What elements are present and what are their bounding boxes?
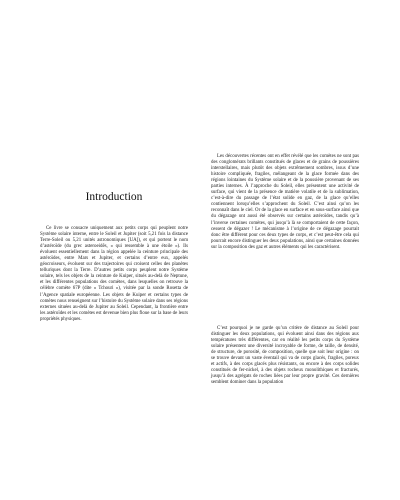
body-paragraph-1: Les découvertes récentes ont en effet révélé que les comètes ne sont pas des conglomérats brillants constitués de glaces et de grains de poussières interstellaires, mais plutôt des objets extrêmement sombres, issus d’une histoire compliquée, fragiles, mélangeant de la glace formée dans des régions lointaines du Système solaire et de la poussière provenant de ses parties internes. À l’approche du Soleil, elles présentent une activité de surface, qui vient de la présence de matière volatile et de la sublimation, c’est-à-dire du passage de l’état solide en gaz, de la glace qu’elles contiennent lorsqu’elles s’approchent du Soleil. C’est ainsi qu’on les reconnaît dans le ciel. Or de la glace en surface et en sous-surface ainsi que du dégazage ont aussi été observés sur certains astéroïdes, tandis qu’à l’inverse certaines comètes, qui jusqu’à là se comportaient de cette façon, cessent de dégazer ! Le mécanisme à l’origine de ce dégazage pourrait donc être différent pour ces deux types de corps, et c’est peut-être cela qui pourrait encore distinguer les deux populations, ainsi que certaines données sur la composition des gaz et autres éléments qui les caractérisent.	[211, 154, 359, 250]
right-page	[200, 0, 400, 500]
body-paragraph-2: C’est pourquoi je ne garde qu’un critère de distance au Soleil pour distinguer les deux populations, qui évoluent ainsi dans des régions aux températures très différentes, car en réalité les petits corps du Système solaire présentent une diversité incroyable de forme, de taille, de densité, de structure, de porosité, de composition, quelle que soit leur origine : on se trouve devant un vaste éventail qui va de corps glacés, fragiles, poreux et actifs, à des corps glacés plus résistants, ou encore à des corps solides constitués de fer-nickel, à des objets rocheux monolithiques et fracturés, jusqu’à des agrégats de roches liées par leur propre gravité. Ces dernières semblent dominer dans la population	[211, 326, 359, 386]
intro-paragraph: Ce livre se consacre uniquement aux petits corps qui peuplent notre Système solaire interne, entre le Soleil et Jupiter (soit 5,21 fois la distance Terre-Soleil ou 5,21 unités astronomiques [UA]), et qui portent le nom d’astéroïde (du grec asteroeidês, « qui ressemble à une étoile »). Ils évoluent essentiellement dans la région appelée la ceinture principale des astéroïdes, entre Mars et Jupiter, et certains d’entre eux, appelés géocroiseurs, évoluent sur des trajectoires qui croisent celles des planètes telluriques dont la Terre. D’autres petits corps peuplent notre Système solaire, tels les objets de la ceinture de Kuiper, situés au-delà de Neptune, et les différentes populations des comètes, dans lesquelles on retrouve la célèbre comète 67P (dite « Tchouri »), visitée par la sonde Rosetta de l’Agence spatiale européenne. Les objets de Kuiper et certains types de comètes nous renseignent sur l’histoire du Système solaire dans ses régions externes situées au-delà de Jupiter au Soleil. Cependant, la frontière entre les astéroïdes et les comètes est devenue bien plus floue sur la base de leurs propriétés physiques.	[40, 226, 188, 322]
chapter-title: Introduction	[85, 191, 143, 203]
